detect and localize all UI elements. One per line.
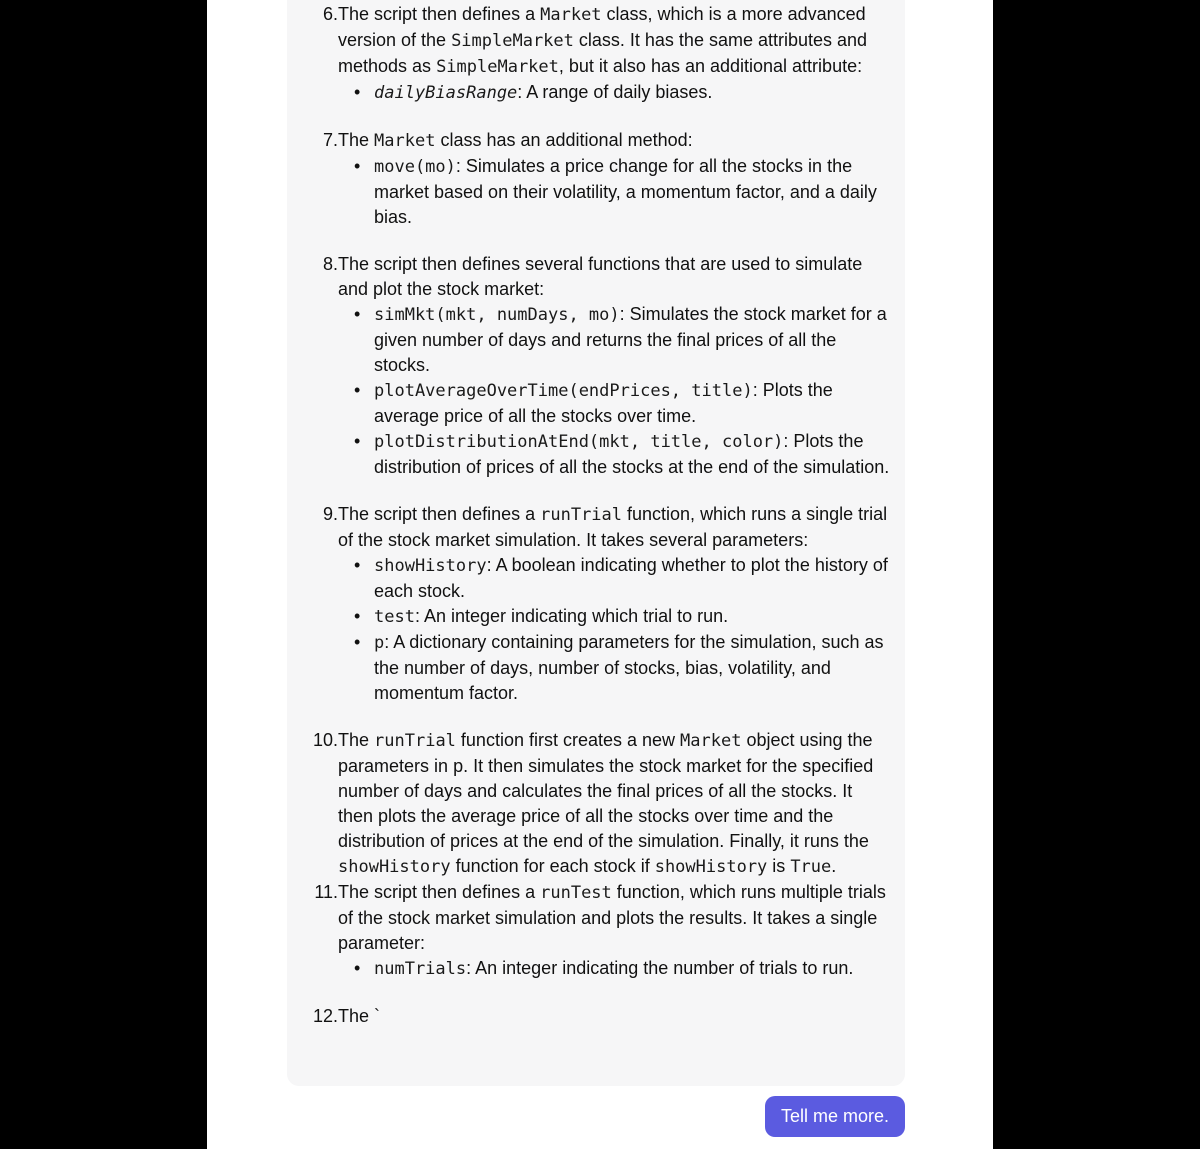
sub-list-item: [338, 630, 892, 706]
list-item-step-6: [308, 2, 892, 106]
sub-item-text: : Simulates a price change for all the stocks in the market based on their volatility, a momentum factor, and a daily bias.: [374, 156, 877, 227]
inline-code: Market: [680, 731, 742, 751]
inline-code: runTrial: [540, 505, 623, 525]
explanation-list: [308, 2, 892, 1029]
step-text: p: [453, 756, 464, 776]
sub-item-text: : A dictionary containing parameters for the simulation, such as the number of days, number of stocks, bias, volatility, and momentum factor.: [374, 632, 884, 703]
sub-list: [338, 154, 892, 230]
step-text: is: [767, 856, 791, 876]
list-item-step-11: [308, 880, 892, 982]
inline-code: SimpleMarket: [451, 31, 574, 51]
bullet-icon: •: [354, 156, 361, 176]
inline-code: dailyBiasRange: [374, 83, 518, 103]
sub-item-text: : A boolean indicating whether to plot the history of each stock.: [374, 555, 888, 601]
sub-item-text: : Plots the distribution of prices of all the stocks at the end of the simulation.: [374, 431, 890, 477]
sub-list-item: [338, 553, 892, 604]
list-item-step-12: [308, 1004, 892, 1029]
list-item-step-7: [308, 128, 892, 230]
sub-list-item: [338, 378, 892, 429]
step-text: . It then simulates the stock market for the specified number of days and calculates the final prices of all the stocks. It then plots the average price of all the stocks over time and the distribution of prices at the end of the simulation. Finally, it runs the: [338, 756, 874, 851]
step-number: 11.: [314, 882, 338, 902]
inline-code: showHistory: [338, 857, 451, 877]
step-text: function for each stock if: [450, 856, 655, 876]
inline-code: move(mo): [374, 157, 456, 177]
inline-code: plotAverageOverTime(endPrices, title): [374, 381, 753, 401]
inline-code: showHistory: [374, 556, 487, 576]
step-text: The script then defines a: [338, 4, 541, 24]
inline-code: runTest: [540, 883, 612, 903]
step-text: The: [338, 130, 375, 150]
sub-list-item: [338, 302, 892, 378]
step-text: The `: [338, 1006, 381, 1026]
sub-item-text: : An integer indicating the number of trials to run.: [466, 958, 854, 978]
step-text: class, which is a more advanced version of the: [338, 4, 866, 50]
step-text: , but it also has an additional attribute:: [558, 56, 863, 76]
step-text: class has an additional method:: [435, 130, 693, 150]
inline-code: p: [374, 633, 385, 653]
step-text: The script then defines a: [338, 504, 541, 524]
sub-list: [338, 553, 892, 706]
step-number: 8.: [322, 254, 338, 274]
inline-code: Market: [374, 131, 436, 151]
bullet-icon: •: [354, 431, 361, 451]
list-item-step-10: [308, 728, 892, 880]
sub-list-item: [338, 80, 892, 106]
bullet-icon: •: [354, 555, 361, 575]
inline-code: SimpleMarket: [436, 57, 559, 77]
sub-item-text: : A range of daily biases.: [517, 82, 713, 102]
step-text: The: [338, 730, 375, 750]
step-text: The script then defines a: [338, 882, 541, 902]
step-number: 12.: [312, 1006, 338, 1026]
inline-code: plotDistributionAtEnd(mkt, title, color): [374, 432, 784, 452]
chat-panel: [207, 0, 993, 1149]
step-number: 9.: [322, 504, 338, 524]
bullet-icon: •: [354, 380, 361, 400]
step-number: 10.: [312, 730, 338, 750]
step-text: object using the parameters in: [338, 730, 873, 776]
step-text: The script then defines several functions that are used to simulate and plot the stock market:: [338, 254, 863, 299]
sub-list-item: [338, 154, 892, 230]
step-number: 6.: [322, 4, 338, 24]
sub-list-item: [338, 429, 892, 480]
sub-list-item: [338, 604, 892, 630]
bullet-icon: •: [354, 632, 361, 652]
sub-item-text: : An integer indicating which trial to run.: [414, 606, 729, 626]
sub-item-text: : Plots the average price of all the stocks over time.: [374, 380, 833, 426]
step-number: 7.: [322, 130, 338, 150]
sub-item-text: : Simulates the stock market for a given number of days and returns the final prices of all the stocks.: [374, 304, 887, 375]
step-text: class. It has the same attributes and methods as: [338, 30, 868, 76]
sub-list: [338, 302, 892, 480]
inline-code: runTrial: [374, 731, 456, 751]
step-text: function, which runs multiple trials of the stock market simulation and plots the results. It takes a single parameter:: [338, 882, 886, 953]
inline-code: Market: [540, 5, 602, 25]
list-item-step-9: [308, 502, 892, 706]
assistant-message: [287, 0, 905, 1086]
bullet-icon: •: [354, 958, 361, 978]
tell-me-more-button[interactable]: Tell me more.: [765, 1096, 905, 1137]
step-text: function, which runs a single trial of the stock market simulation. It takes several parameters:: [338, 504, 888, 550]
inline-code: simMkt(mkt, numDays, mo): [374, 305, 620, 325]
bullet-icon: •: [354, 304, 361, 324]
list-item-step-8: [308, 252, 892, 480]
inline-code: True: [790, 857, 832, 877]
inline-code: showHistory: [654, 857, 768, 877]
bullet-icon: •: [354, 82, 361, 102]
bullet-icon: •: [354, 606, 361, 626]
step-text: .: [831, 856, 837, 876]
sub-list: [338, 80, 892, 106]
step-text: function first creates a new: [455, 730, 681, 750]
inline-code: numTrials: [374, 959, 467, 979]
sub-list: [338, 956, 892, 982]
inline-code: test: [374, 607, 415, 627]
sub-list-item: [338, 956, 892, 982]
